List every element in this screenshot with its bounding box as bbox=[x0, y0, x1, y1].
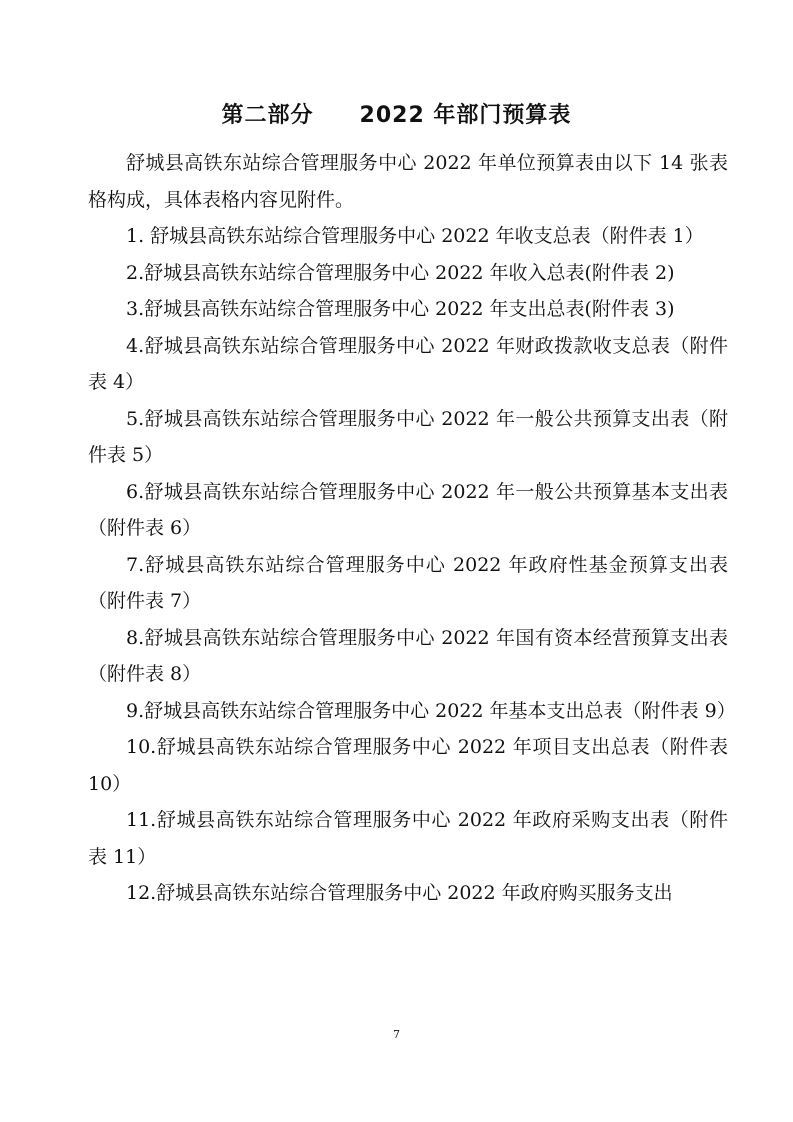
list-item: 7.舒城县高铁东站综合管理服务中心 2022 年政府性基金预算支出表（附件表 7） bbox=[88, 553, 728, 612]
list-item: 3.舒城县高铁东站综合管理服务中心 2022 年支出总表(附件表 3) bbox=[126, 298, 675, 320]
list-item: 6.舒城县高铁东站综合管理服务中心 2022 年一般公共预算基本支出表（附件表 6） bbox=[88, 480, 728, 539]
page-number: 7 bbox=[393, 1028, 400, 1041]
list-item: 4.舒城县高铁东站综合管理服务中心 2022 年财政拨款收支总表（附件表 4） bbox=[88, 334, 728, 393]
list-item: 9.舒城县高铁东站综合管理服务中心 2022 年基本支出总表（附件表 9） bbox=[126, 699, 736, 722]
list-item: 10.舒城县高铁东站综合管理服务中心 2022 年项目支出总表（附件表 10） bbox=[88, 736, 728, 795]
section-title: 第二部分 2022 年部门预算表 bbox=[221, 103, 572, 128]
intro-paragraph: 舒城县高铁东站综合管理服务中心 2022 年单位预算表由以下 14 张表格构成，具体表格内容见附件。 bbox=[88, 152, 728, 211]
list-item: 8.舒城县高铁东站综合管理服务中心 2022 年国有资本经营预算支出表（附件表 8） bbox=[88, 626, 728, 685]
document-body bbox=[88, 145, 736, 912]
list-item: 5.舒城县高铁东站综合管理服务中心 2022 年一般公共预算支出表（附件表 5） bbox=[88, 407, 728, 466]
list-item: 2.舒城县高铁东站综合管理服务中心 2022 年收入总表(附件表 2) bbox=[126, 261, 675, 284]
list-item: 1. 舒城县高铁东站综合管理服务中心 2022 年收支总表（附件表 1） bbox=[126, 225, 704, 247]
list-item: 11.舒城县高铁东站综合管理服务中心 2022 年政府采购支出表（附件表 11） bbox=[88, 809, 728, 868]
list-item: 12.舒城县高铁东站综合管理服务中心 2022 年政府购买服务支出 bbox=[126, 882, 673, 904]
